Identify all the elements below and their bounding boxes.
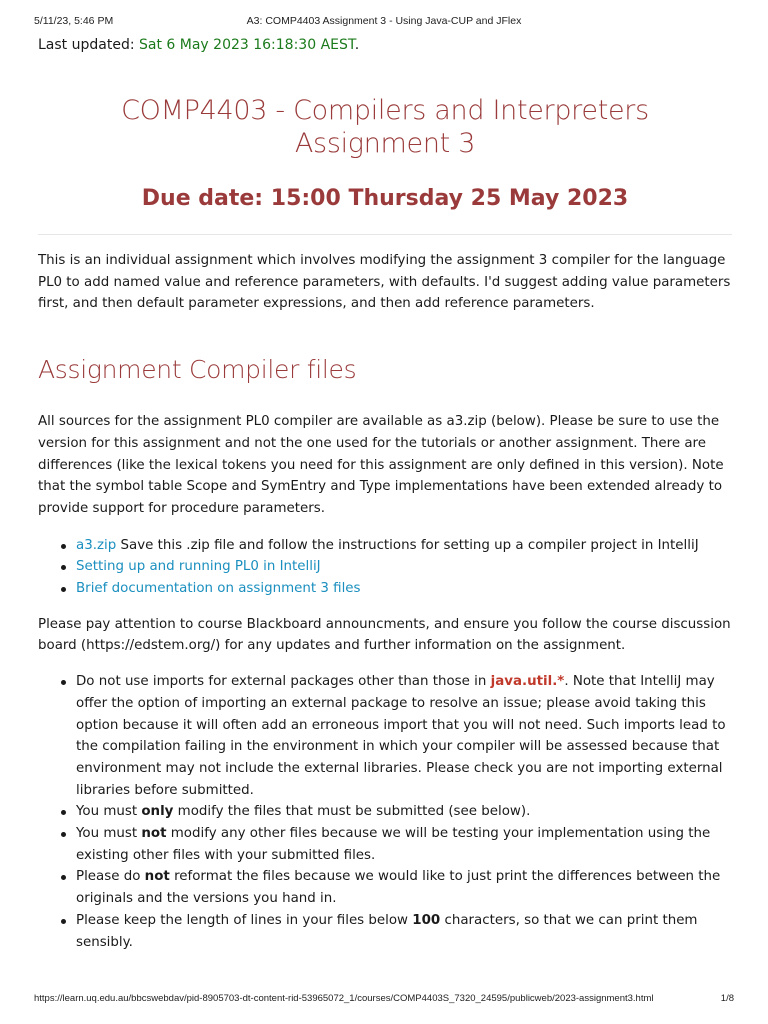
resource-links xyxy=(38,535,732,600)
page-title: COMP4403 - Compilers and Interpreters xyxy=(121,95,649,126)
page-subtitle: Assignment 3 xyxy=(294,128,476,159)
emphasis: 100 xyxy=(412,912,441,928)
list-item xyxy=(76,801,732,823)
intro-paragraph: This is an individual assignment which involves modifying the assignment 3 compiler for the language PL0 to add named value and reference parameters, with defaults. I'd suggest adding value parameters first, and then default parameter expressions, and then add reference parameters. xyxy=(38,253,731,312)
emphasis: only xyxy=(141,804,174,820)
print-page-number: 1/8 xyxy=(720,993,734,1004)
last-updated xyxy=(38,34,732,56)
note-text: You must xyxy=(76,826,142,842)
page-content xyxy=(38,34,732,953)
link-description: Save this .zip file and follow the instructions for setting up a compiler project in IntelliJ xyxy=(116,537,699,553)
list-item xyxy=(76,535,732,557)
list-item xyxy=(76,823,732,866)
print-page-title: A3: COMP4403 Assignment 3 - Using Java-CUP and JFlex xyxy=(246,15,522,27)
print-url: https://learn.uq.edu.au/bbcswebdav/pid-8905703-dt-content-rid-53965072_1/courses/COMP4403S_7320_24595/publicweb/2023-assignment3.html xyxy=(34,993,654,1004)
print-header xyxy=(0,15,768,29)
last-updated-date: Sat 6 May 2023 16:18:30 AEST xyxy=(139,37,355,53)
note-text: Please do xyxy=(76,869,145,885)
due-date: Due date: 15:00 Thursday 25 May 2023 xyxy=(141,186,629,211)
print-footer xyxy=(0,993,768,1007)
sources-paragraph: All sources for the assignment PL0 compiler are available as a3.zip (below). Please be sure to use the version for this assignment and not the one used for the tutorials or another assignment. There are differences (like the lexical tokens you need for this assignment are only defined in this version). Note that the symbol table Scope and SymEntry and Type implementations have been extended already to provide support for procedure parameters. xyxy=(38,414,724,516)
note-text: You must xyxy=(76,804,142,820)
emphasis: not xyxy=(141,826,167,842)
list-item xyxy=(76,556,732,578)
package-name: java.util.* xyxy=(490,674,565,690)
list-item xyxy=(76,910,732,953)
title-block xyxy=(38,94,732,213)
divider xyxy=(38,234,732,235)
attention-paragraph: Please pay attention to course Blackboard announcments, and ensure you follow the course discussion board (https://edstem.org/) for any updates and further information on the assignment. xyxy=(38,616,731,654)
last-updated-label: Last updated: xyxy=(38,37,135,53)
last-updated-suffix: . xyxy=(354,37,360,53)
setup-intellij-link[interactable]: Setting up and running PL0 in IntelliJ xyxy=(76,559,321,575)
documentation-link[interactable]: Brief documentation on assignment 3 files xyxy=(76,581,361,597)
note-text: modify the files that must be submitted (see below). xyxy=(173,804,531,820)
a3-zip-link[interactable]: a3.zip xyxy=(76,537,117,553)
list-item xyxy=(76,671,732,801)
note-text: modify any other files because we will be testing your implementation using the existing other files with your submitted files. xyxy=(76,826,711,863)
list-item xyxy=(76,866,732,909)
note-text: . Note that IntelliJ may offer the option of importing an external package to resolve an issue; please avoid taking this option because it will often add an erroneous import that you will not need. Such imports lead to the compilation failing in the environment in which your compiler will be assessed because that environment may not include the external libraries. Please check you are not importing external libraries before submitted. xyxy=(76,674,726,798)
note-text: characters, so that we can print them sensibly. xyxy=(76,912,698,950)
print-timestamp: 5/11/23, 5:46 PM xyxy=(34,15,114,27)
rules-list xyxy=(38,671,732,953)
section-heading: Assignment Compiler files xyxy=(38,355,357,385)
note-text: Please keep the length of lines in your files below xyxy=(76,912,413,928)
emphasis: not xyxy=(144,869,170,885)
list-item xyxy=(76,578,732,600)
note-text: reformat the files because we would like to just print the differences between the originals and the versions you hand in. xyxy=(76,869,721,907)
note-text: Do not use imports for external packages other than those in xyxy=(76,674,491,690)
